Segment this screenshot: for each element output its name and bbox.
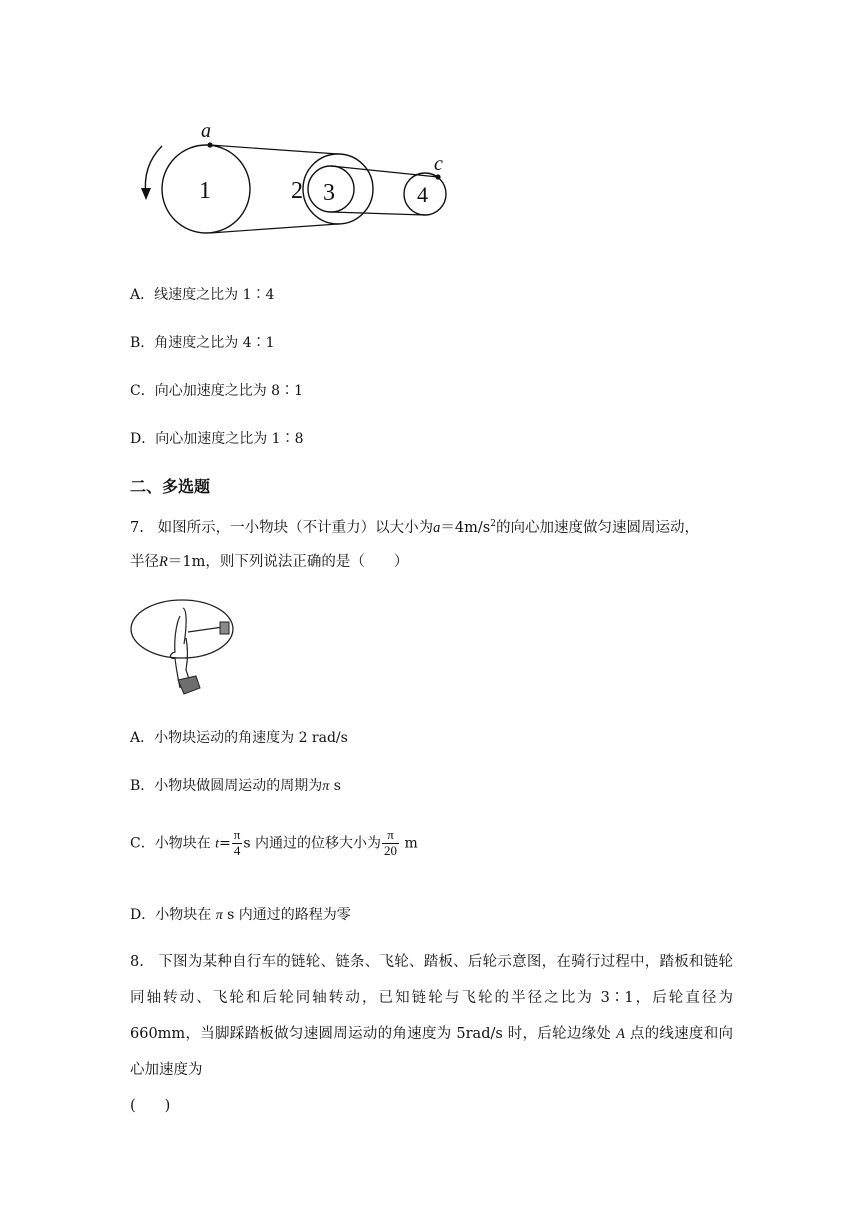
label-a: a: [201, 120, 211, 142]
pi-symbol: π: [322, 779, 330, 794]
label-wheel-2: 2: [291, 178, 303, 204]
sleeve: [178, 676, 200, 694]
q6-option-b: [130, 332, 275, 352]
orbit-ellipse: [131, 600, 233, 658]
hand-outline: [170, 616, 180, 688]
fraction-pi-over-4: [232, 828, 243, 859]
label-c: c: [434, 153, 443, 175]
fraction-numerator: π: [382, 828, 399, 844]
label-wheel-1: 1: [199, 178, 211, 204]
label-wheel-3: 3: [323, 180, 335, 206]
q8-text: 点的线速度和向心加速度为: [130, 1026, 733, 1078]
option-text: 小物块在: [154, 835, 211, 852]
pulley-diagram: [130, 118, 460, 243]
option-key: B．: [130, 335, 155, 351]
belt-1-2-top: [210, 145, 338, 154]
option-text: 小物块做圆周运动的周期为: [154, 778, 323, 794]
point-a: [207, 142, 212, 147]
option-text: s 内通过的路程为零: [227, 907, 351, 923]
q8-answer-paren: ( ): [130, 1098, 171, 1114]
option-text: 小物块运动的角速度为 2 rad/s: [154, 730, 348, 746]
option-key: D．: [130, 907, 156, 923]
q6-option-c: [130, 380, 303, 400]
fraction-denominator: 4: [233, 842, 241, 858]
belt-3-4-bottom: [331, 212, 425, 215]
q7-text: 半径: [130, 554, 159, 570]
option-text: 角速度之比为 4∶1: [154, 335, 275, 351]
var-A: A: [616, 1026, 625, 1042]
q7-stem-line-2: [130, 550, 408, 571]
q7-number: 7.: [130, 520, 144, 536]
option-text: s 内通过的位移大小为: [243, 835, 382, 852]
q7-option-a: [130, 727, 348, 747]
q7-stem-line-1: [130, 516, 699, 537]
label-wheel-4: 4: [417, 182, 428, 207]
fraction-denominator: 20: [384, 842, 398, 858]
q7-text: ＝4m/s: [440, 520, 491, 536]
option-key: B．: [130, 778, 155, 794]
q7-text: 的向心加速度做匀速圆周运动，: [495, 520, 699, 536]
option-key: D．: [130, 431, 156, 447]
section-title: 二、多选题: [130, 477, 211, 496]
belt-1-2-bottom: [210, 224, 338, 233]
q8-paragraph: [130, 944, 733, 1124]
option-key: C．: [130, 835, 155, 852]
q6-option-d: [130, 428, 304, 448]
rotation-arrowhead: [141, 188, 151, 200]
q8-text: 下图为某种自行车的链轮、链条、飞轮、踏板、后轮示意图，在骑行过程中，踏板和链轮同轴转动、飞轮和后轮同轴转动，已知链轮与飞轮的半径之比为 3∶1，后轮直径为 660mm，当脚踩踏板做匀速圆周运动的角速度为 5rad/s 时，后轮边缘处: [130, 954, 733, 1042]
option-text: s: [333, 778, 341, 794]
hand-twirl-figure: [128, 596, 240, 698]
option-text: 向心加速度之比为 1∶8: [155, 431, 304, 447]
option-text: 向心加速度之比为 8∶1: [154, 383, 303, 399]
string: [188, 627, 223, 632]
point-c: [435, 174, 440, 179]
q7-text: 如图所示，一小物块（不计重力）以大小为: [157, 520, 434, 536]
q7-option-c: [130, 828, 418, 859]
option-key: A．: [130, 730, 155, 746]
var-R: R: [159, 554, 168, 570]
option-text: 小物块在: [155, 907, 212, 923]
q7-text: ＝1m，则下列说法正确的是（ ）: [167, 554, 409, 570]
option-text: 线速度之比为 1∶4: [154, 287, 275, 303]
option-key: C．: [130, 383, 155, 399]
q7-option-d: [130, 904, 351, 924]
var-t: t: [215, 836, 220, 852]
block: [220, 622, 229, 634]
pi-symbol: π: [215, 908, 223, 923]
fraction-numerator: π: [233, 827, 241, 842]
fraction-pi-over-20: [382, 828, 399, 859]
option-text: m: [404, 835, 418, 852]
q8-number: 8.: [130, 954, 144, 970]
option-key: A．: [130, 287, 155, 303]
q7-option-b: [130, 775, 341, 795]
belt-3-4-top: [331, 166, 438, 177]
superscript: 2: [490, 519, 496, 529]
var-a: a: [433, 520, 441, 536]
q6-option-a: [130, 284, 274, 304]
equals: =: [219, 835, 231, 852]
